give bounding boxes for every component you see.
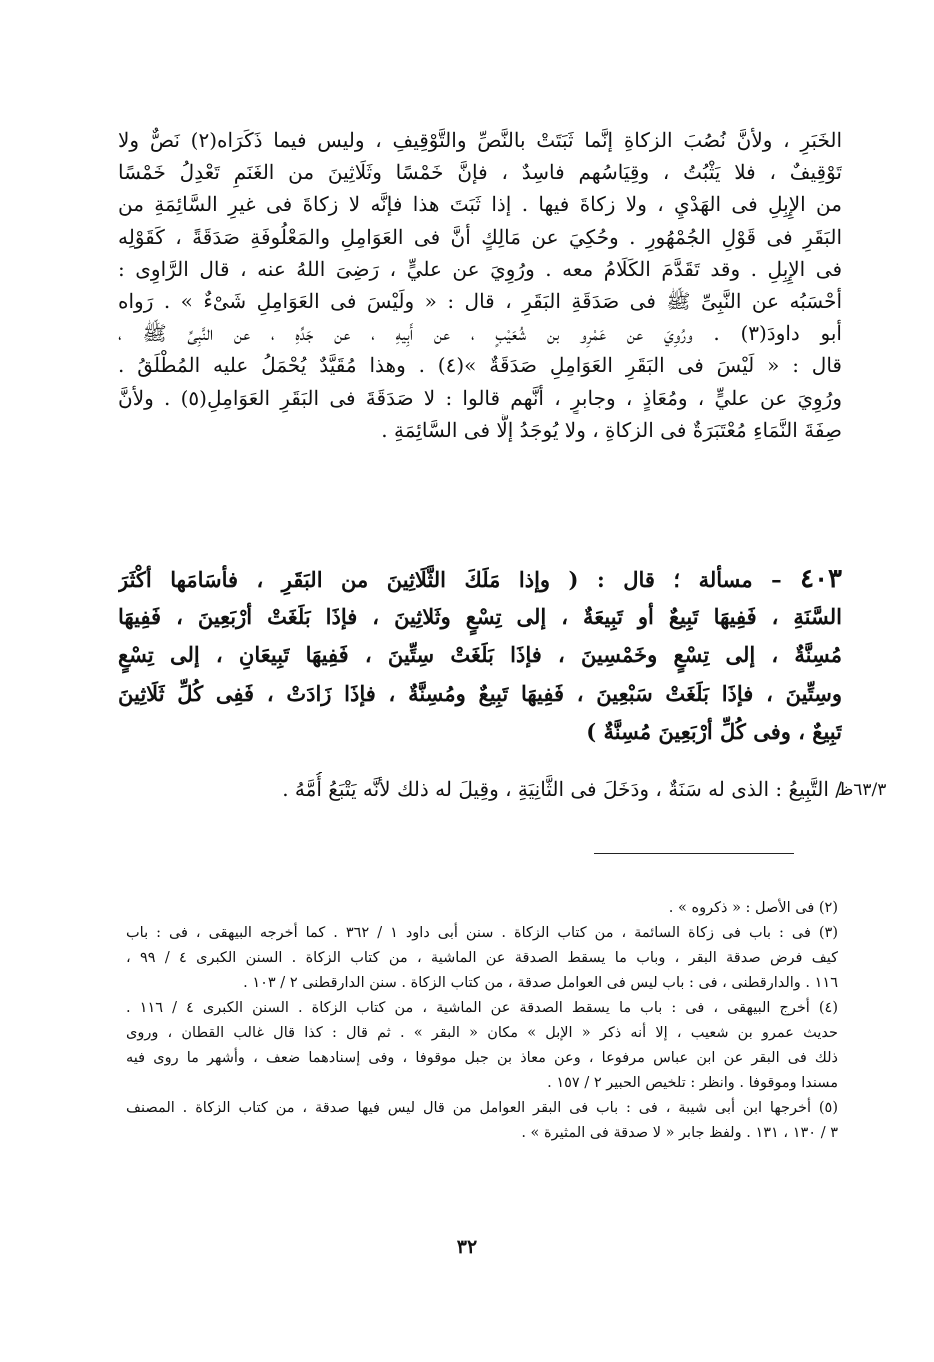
issue-line: السَّنَةِ ، فَفِيهَا تَبِيعٌ أو تَبِيعَةٌ ، إلى تِسْعٍ وثَلاثِينَ ، فإذَا بَلَغَتْ أرْبَعِينَ ، فَفِيهَا (118, 604, 842, 630)
footnote-line: كيف فرض صدقة البقر ، وباب ما يسقط الصدقة عن الماشية ، من كتاب الزكاة . السنن الكبرى ٤ / ٩٩ ، (126, 950, 838, 966)
text-line: أحْسَبُه عن النَّبِىِّ ﷺ فى صَدَقَةِ البَقَرِ ، قال : « ولَيْسَ فى العَوَامِلِ شَىْءٌ » . رَواه (118, 288, 842, 313)
issue-line-text: – مسألة ؛ قال : ( وإذا مَلَكَ الثَّلَاثِينَ من البَقَرِ ، فأسَامَها أكْثَرَ (118, 567, 782, 592)
footnote-line: ٣ / ١٣٠ ، ١٣١ . ولفظ جابر « لا صدقة فى المثيرة » . (521, 1125, 838, 1141)
text-line: أبو داودَ(٣) . ورُوِيَ عن عَمْرِو بن شُعَيْبٍ ، عن أَبِيهِ ، عن جَدِّهِ ، عن النَّبِىِّ ﷺ ، (118, 321, 842, 346)
text-line: فى الإِبِلِ . وقد تَقَدَّمَ الكَلَامُ معه . ورُوِيَ عن عليٍّ ، رَضِىَ اللهُ عنه ، قال الرَّاوِى : (118, 256, 842, 281)
footnote-line: حديث عمرو بن شعيب ، إلا أنه ذكر « الإبل » مكان « البقر » . ثم قال : كذا قال غالب القطان ، وروى (126, 1025, 838, 1041)
text-line: صِفَةَ النَّمَاءِ مُعْتَبَرَةٌ فى الزكاةِ ، ولا يُوجَدُ إلَّا فى السَّائِمَةِ . (381, 417, 842, 442)
footnote-line: ١١٦ . والدارقطنى ، فى : باب ليس فى العوامل صدقة ، من كتاب الزكاة . سنن الدارقطنى ٢ / ١٠٣ . (243, 975, 838, 991)
issue-line: وسِتِّينَ ، فإذَا بَلَغَتْ سَبْعِينَ ، فَفِيهَا تَبِيعٌ ومُسِنَّةٌ ، فإذَا زَادَتْ ، فَفِى كُلِّ ثَلَاثِينَ (118, 680, 842, 706)
page-number: ٣٢ (456, 1236, 478, 1258)
footnote-line: (٢) فى الأصل : « ذكروه » . (668, 900, 838, 916)
text-line: ورُوِيَ عن عليٍّ ، ومُعَاذٍ ، وجابرٍ ، أنَّهم قالوا : لا صَدَقَةَ فى البَقَرِ العَوَامِلِ(٥) . ولأنَّ (118, 385, 842, 410)
footnote-separator (594, 853, 794, 854)
explanation-line: / التَّبِيعُ : الذى له سَنَةٌ ، ودَخَلَ فى الثَّانِيَةِ ، وقِيلَ له ذلك لأنَّه يَتْبَعُ أُمَّهُ . (282, 777, 842, 801)
issue-line: مُسِنَّةٌ ، إلى تِسْعٍ وخَمْسِينَ ، فإذَا بَلَغَتْ سِتِّينَ ، فَفِيهَا تَبِيعَانِ ، إلى تِسْعٍ (118, 642, 842, 668)
text-line: البَقَرِ فى قَوْلِ الجُمْهُورِ . وحُكِيَ عن مَالِكٍ أنَّ فى العَوَامِلِ والمَعْلُوفَةِ صَدَقَةً ، كَقَوْلِه (118, 224, 842, 249)
explanation (118, 772, 842, 806)
footnotes (126, 896, 838, 1146)
footnote-line: (٤) أخرج البيهقى ، فى : باب ما يسقط الصدقة عن الماشية ، من كتاب الزكاة . السنن الكبرى ٤ / ١١٦ . (126, 1000, 838, 1016)
text-line: الخَبَرِ ، ولأنَّ نُصُبَ الزكاةِ إنَّما ثَبَتَتْ بالنَّصِّ والتَّوْقِيفِ ، وليس فيما ذَكَرَاه(٢) نَصٌّ ولا (118, 128, 842, 152)
footnote-line: (٥) أخرجها ابن أبى شيبة ، فى : باب فى البقر العوامل من قال ليس فيها صدقة ، من كتاب الزكاة . المصنف (126, 1100, 838, 1116)
text-line: تَوْقِيفٌ ، فلا يَثْبُتُ ، وقِيَاسُهم فاسِدٌ ، فإنَّ خَمْسًا وثَلَاثِينَ من الغَنَمِ تَعْدِلُ خَمْسًا (118, 160, 842, 185)
issue-line: تَبِيعٌ ، وفى كُلِّ أرْبَعِينَ مُسِنَّةٌ ) (586, 718, 842, 744)
footnote-line: مسندا وموقوفا . وانظر : تلخيص الحبير ٢ / ١٥٧ . (547, 1075, 838, 1091)
text-line: من الإِبِلِ فى الهَدْيِ ، ولا زكاةَ فيها . إذا ثَبَتَ هذا فإنَّه لا زكاةَ فى غيرِ السَّائِمَةِ من (118, 192, 842, 217)
margin-note: ٦٣/٣ظ (837, 780, 887, 800)
issue-line (118, 560, 842, 598)
issue-number: ٤٠٣ (800, 564, 842, 594)
main-text (118, 124, 842, 446)
footnote-line: ذلك فى البقر عن ابن عباس مرفوعا ، وعن معاذ بن جبل موقوفا ، وفى إسنادهما ضعف ، وأشهر ما روى فيه (126, 1050, 838, 1066)
footnote-line: (٣) فى : باب فى زكاة السائمة ، من كتاب الزكاة . سنن أبى داود ١ / ٣٦٢ . كما أخرجه البيهقى ، فى : باب (126, 925, 838, 941)
issue-section (118, 560, 842, 751)
text-line: قال : « لَيْسَ فى البَقَرِ العَوَامِلِ صَدَقَةٌ »(٤) . وهذا مُقَيَّدٌ يُحْمَلُ عليه المُطْلَقُ . (118, 353, 842, 378)
